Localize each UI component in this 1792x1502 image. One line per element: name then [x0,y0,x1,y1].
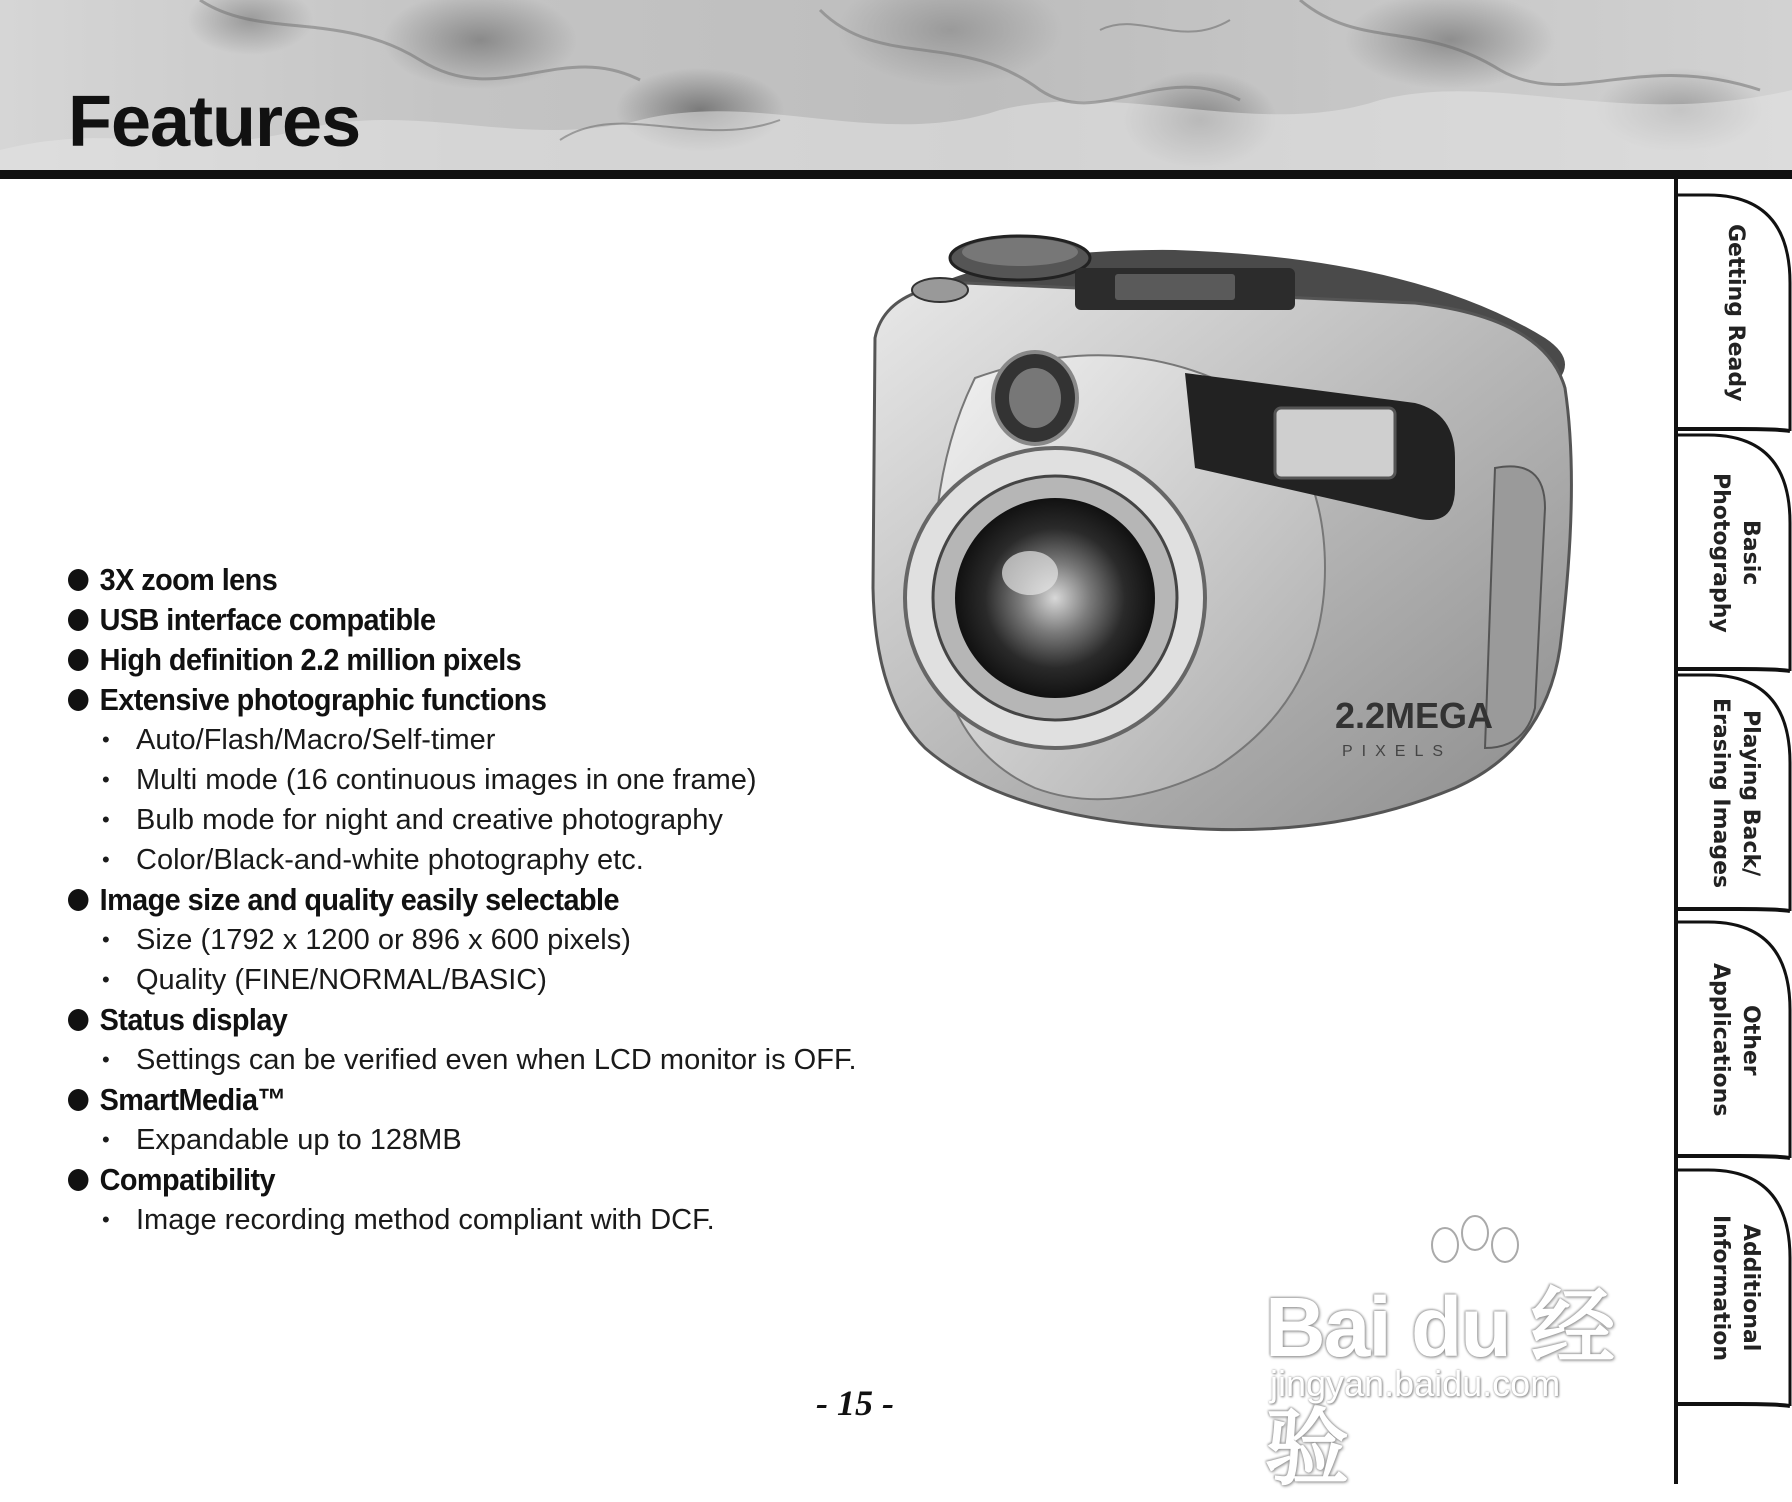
bullet-icon: • [102,967,110,992]
bullet-dot-icon [68,569,88,591]
feature-heading [68,680,905,720]
tab-label-box [1678,673,1792,913]
feature-subitem [68,800,968,840]
feature-subitem [68,840,968,880]
tab-label: Additional Information [1708,1215,1763,1361]
tab-label: Getting Ready [1723,224,1748,402]
camera-badge-sub: PIXELS [1342,743,1453,760]
subitem-text: Quality (FINE/NORMAL/BASIC) [136,963,547,996]
feature-title: 3X zoom lens [99,562,278,597]
tab-basic-photography[interactable] [1678,433,1792,673]
tab-getting-ready[interactable] [1678,193,1792,433]
feature-compatibility [68,1160,968,1240]
feature-heading [68,640,905,680]
feature-pixels [68,640,968,680]
feature-title: High definition 2.2 million pixels [99,642,522,677]
feature-photographic-functions [68,680,968,880]
tab-other-applications[interactable] [1678,920,1792,1160]
bullet-icon: • [102,1047,110,1072]
bullet-dot-icon [68,889,88,911]
feature-subitem [68,1120,968,1160]
feature-heading [68,1160,905,1200]
feature-heading [68,1000,905,1040]
feature-heading [68,880,905,920]
shutter-button [912,278,968,302]
feature-title: USB interface compatible [99,602,436,637]
watermark-url: jingyan.baidu.com [1270,1363,1561,1404]
feature-heading [68,1080,905,1120]
feature-heading [68,600,905,640]
feature-heading [68,560,905,600]
feature-title: Status display [99,1002,288,1037]
feature-title: Extensive photographic functions [99,682,547,717]
feature-zoom [68,560,968,600]
tab-label: Playing Back/ Erasing Images [1708,697,1763,889]
bullet-icon: • [102,807,110,832]
bullet-icon: • [102,1127,110,1152]
bullet-dot-icon [68,609,88,631]
subitem-text: Multi mode (16 continuous images in one frame) [136,763,757,796]
header-banner [0,0,1792,170]
feature-usb [68,600,968,640]
bullet-dot-icon [68,1009,88,1031]
subitem-text: Bulb mode for night and creative photography [136,803,723,836]
page-number: - 15 - [816,1383,894,1423]
feature-subitem [68,720,968,760]
feature-image-size [68,880,968,1000]
feature-title: SmartMedia™ [99,1082,286,1117]
feature-subitem [68,1040,968,1080]
tab-label-box [1678,193,1792,433]
subitem-text: Settings can be verified even when LCD monitor is OFF. [136,1043,857,1076]
subitem-text: Size (1792 x 1200 or 896 x 600 pixels) [136,923,631,956]
bullet-icon: • [102,767,110,792]
bullet-dot-icon [68,1169,88,1191]
watermark-logo: Bai du 经验 [1265,1280,1614,1495]
subitem-text: Expandable up to 128MB [136,1123,462,1156]
feature-title: Compatibility [99,1162,275,1197]
tab-label-box [1678,920,1792,1160]
bullet-dot-icon [68,1089,88,1111]
tab-playing-back[interactable] [1678,673,1792,913]
bullet-dot-icon [68,689,88,711]
feature-status-display [68,1000,968,1080]
camera-badge: 2.2MEGA [1335,695,1494,736]
tab-label-box [1678,1168,1792,1408]
bullet-icon: • [102,847,110,872]
flash-window [1275,408,1395,478]
feature-subitem [68,760,968,800]
subitem-text: Color/Black-and-white photography etc. [136,843,644,876]
tab-label: Other Applications [1708,963,1763,1117]
watermark [1265,1215,1685,1495]
tab-label: Basic Photography [1708,473,1763,633]
bullet-icon: • [102,727,110,752]
subitem-text: Image recording method compliant with DCF. [136,1203,715,1236]
tab-label-box [1678,433,1792,673]
feature-list [68,560,968,1240]
bullet-dot-icon [68,649,88,671]
bullet-icon: • [102,927,110,952]
camera-grip [1485,466,1545,748]
feature-smartmedia [68,1080,968,1160]
page-title: Features [68,82,361,162]
feature-subitem [68,920,968,960]
tab-additional-information[interactable] [1678,1168,1792,1408]
feature-subitem [68,1200,968,1240]
lens-glass [955,498,1155,698]
feature-subitem [68,960,968,1000]
header-rule [0,170,1792,179]
feature-title: Image size and quality easily selectable [99,882,619,917]
bullet-icon: • [102,1207,110,1232]
subitem-text: Auto/Flash/Macro/Self-timer [136,723,496,756]
